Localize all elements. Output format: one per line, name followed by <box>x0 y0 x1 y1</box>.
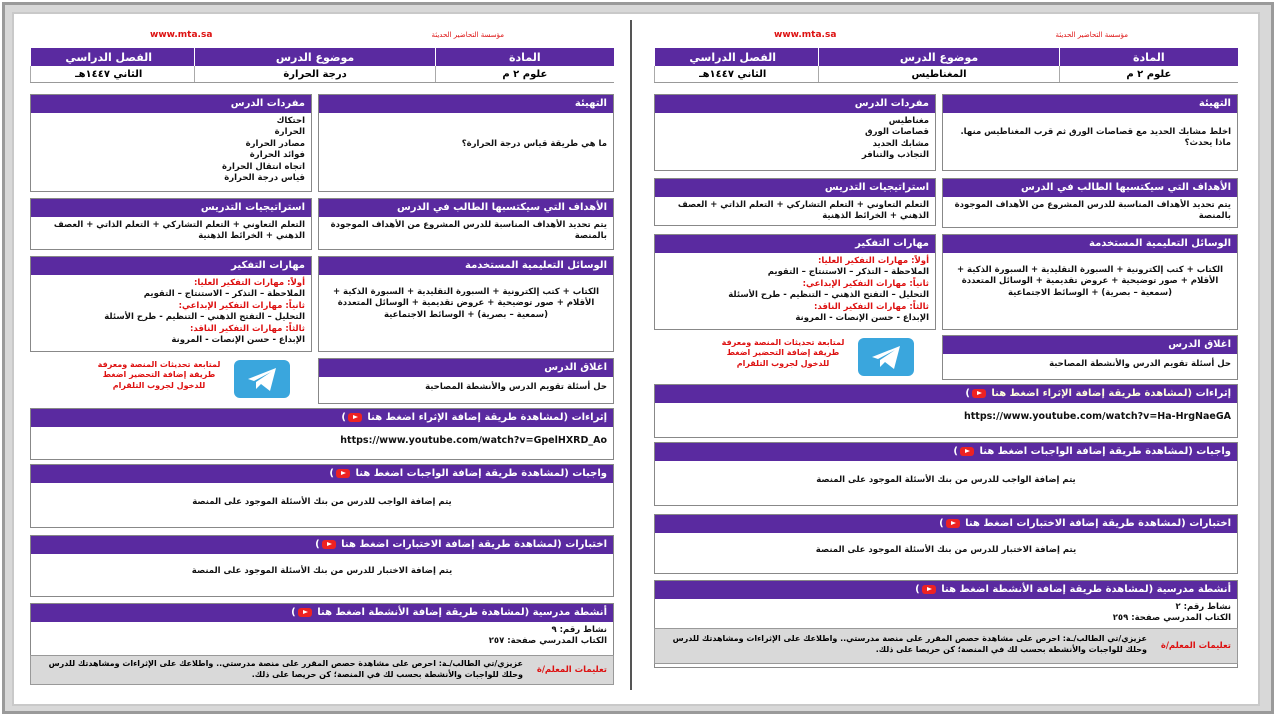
tools-box <box>942 234 1238 330</box>
tests-text: يتم إضافة الاختبار للدرس من بنك الأسئلة الموجود على المنصة <box>815 545 1077 555</box>
vocab-item: مصادر الحرارة <box>245 138 305 149</box>
closing-title: اغلاق الدرس <box>319 359 613 377</box>
subject-header: المادة <box>1059 48 1238 66</box>
enrich-box <box>654 384 1238 438</box>
strategies-text: التعلم التعاوني + التعلم التشاركي + التعلم الذاتي + العصف الذهني + الخرائط الذهنية <box>677 200 929 222</box>
thinking-heading: ثانياً: مهارات التفكير الإبداعي: <box>802 278 929 289</box>
goals-title: الأهداف التي سيكتسبها الطالب في الدرس <box>943 179 1237 197</box>
teacher-instructions-text: عزيزي/تي الطالب/ـة: احرص على مشاهدة حصص المقرر على منصة مدرستي.. واطلاعك على الإثراءات ومشاهدتك للدرس وحلك للواجبات والأنشطة بحسب لك في المنصة؛ كن حريصا على ذلك. <box>48 659 523 680</box>
tests-howto-link[interactable]: (لمشاهدة طريقة إضافة الاختبارات اضغط هنا <box>965 518 1186 529</box>
thinking-heading: ثالثاً: مهارات التفكير الناقد: <box>190 323 305 334</box>
activities-title: أنشطة مدرسية (لمشاهدة طريقة إضافة الأنشطة اضغط هنا ) <box>655 581 1237 599</box>
teacher-instructions <box>654 628 1238 664</box>
enrich-url[interactable]: https://www.youtube.com/watch?v=Ha-HrgNaeGA <box>963 411 1231 422</box>
tests-box <box>654 514 1238 574</box>
teacher-instructions-label: تعليمات المعلم/ة <box>1160 641 1231 651</box>
telegram-text[interactable]: لمتابعة تحديثات المنصة ومعرفة طريقة إضافة التحضير اضغط للدخول لجروب التلقرام <box>97 360 221 390</box>
warmup-box <box>942 94 1238 171</box>
vocab-title: مفردات الدرس <box>655 95 935 113</box>
subject-value: علوم ٢ م <box>1059 66 1238 82</box>
vocab-title: مفردات الدرس <box>31 95 311 113</box>
closing-text: حل أسئلة تقويم الدرس والأنشطة المصاحبة <box>1049 359 1231 369</box>
closing-box <box>318 358 614 404</box>
telegram-text[interactable]: لمتابعة تحديثات المنصة ومعرفة طريقة إضافة التحضير اضغط للدخول لجروب التلقرام <box>721 338 845 368</box>
homework-howto-link[interactable]: (لمشاهدة طريقة إضافة الواجبات اضغط هنا <box>979 446 1193 457</box>
topic-value: المغناطيس <box>818 66 1058 82</box>
enrich-title: إثراءات (لمشاهدة طريقة إضافة الإثراء اضغط هنا ) <box>655 385 1237 403</box>
homework-label: واجبات <box>1196 446 1231 457</box>
telegram-icon[interactable] <box>234 360 290 398</box>
tools-text: الكتاب + كتب إلكترونية + السبورة التقليدية + السبورة الذكية + الأقلام + صور توضيحية + عروض تقديمية + الوسائل المتعددة (سمعية – بصرية) + الوسائط الاجتماعية <box>956 265 1224 298</box>
enrich-howto-link[interactable]: (لمشاهدة طريقة إضافة الإثراء اضغط هنا <box>991 388 1193 399</box>
warmup-text: ما هي طريقة قياس درجة الحرارة؟ <box>461 139 607 149</box>
thinking-skills: التحليل – التفتح الذهني – التنظيم - طرح الأسئلة <box>104 312 305 323</box>
org-name: مؤسسة التحاضير الحديثة <box>1055 31 1128 39</box>
homework-title: واجبات (لمشاهدة طريقة إضافة الواجبات اضغط هنا ) <box>655 443 1237 461</box>
tests-box <box>30 535 614 597</box>
strategies-box <box>30 198 312 250</box>
topic-header: موضوع الدرس <box>818 48 1058 66</box>
homework-title: واجبات (لمشاهدة طريقة إضافة الواجبات اضغط هنا ) <box>31 465 613 483</box>
subject-header: المادة <box>435 48 614 66</box>
thinking-heading: ثالثاً: مهارات التفكير الناقد: <box>814 301 929 312</box>
youtube-icon[interactable] <box>336 469 350 478</box>
header-bar <box>654 48 1238 66</box>
term-value: الثاني ١٤٤٧هـ <box>30 66 194 82</box>
thinking-heading: ثانياً: مهارات التفكير الإبداعي: <box>178 300 305 311</box>
closing-box <box>942 335 1238 380</box>
thinking-content <box>655 253 935 328</box>
activities-howto-link[interactable]: (لمشاهدة طريقة إضافة الأنشطة اضغط هنا <box>317 607 530 618</box>
closing-text: حل أسئلة تقويم الدرس والأنشطة المصاحبة <box>425 382 607 392</box>
warmup-title: التهيئة <box>943 95 1237 113</box>
enrich-howto-link[interactable]: (لمشاهدة طريقة إضافة الإثراء اضغط هنا <box>367 412 569 423</box>
header-values <box>654 66 1238 83</box>
youtube-icon[interactable] <box>972 389 986 398</box>
thinking-skills: التحليل – التفتح الذهني – التنظيم - طرح الأسئلة <box>728 290 929 301</box>
tools-box <box>318 256 614 352</box>
teacher-instructions-text: عزيزي/تي الطالب/ـة: احرص على مشاهدة حصص المقرر على منصة مدرستي.. واطلاعك على الإثراءات ومشاهدتك للدرس وحلك للواجبات والأنشطة بحسب لك في المنصة؛ كن حريصا على ذلك. <box>672 634 1147 655</box>
homework-text: يتم إضافة الواجب للدرس من بنك الأسئلة الموجود على المنصة <box>816 475 1076 485</box>
vocab-item: قصاصات الورق <box>865 127 929 138</box>
term-header: الفصل الدراسي <box>30 48 194 66</box>
tools-title: الوسائل التعليمية المستخدمة <box>319 257 613 275</box>
vocab-item: قياس درجة الحرارة <box>224 173 305 184</box>
activities-content <box>655 599 1237 628</box>
youtube-icon[interactable] <box>946 519 960 528</box>
goals-box <box>318 198 614 250</box>
strategies-title: استراتيجيات التدريس <box>31 199 311 217</box>
vocab-item: اتجاه انتقال الحرارة <box>222 161 305 172</box>
vocab-list <box>31 113 311 188</box>
homework-text: يتم إضافة الواجب للدرس من بنك الأسئلة الموجود على المنصة <box>192 497 452 507</box>
tools-text: الكتاب + كتب إلكترونية + السبورة التقليدية + السبورة الذكية + الأقلام + صور توضيحية + عروض تقديمية + الوسائل المتعددة (سمعية – بصرية) + الوسائط الاجتماعية <box>332 287 600 320</box>
vocab-item: التجاذب والتنافر <box>861 150 929 161</box>
goals-text: يتم تحديد الأهداف المناسبة للدرس المشروع من الأهداف الموجودة بالمنصة <box>330 220 607 242</box>
strategies-title: استراتيجيات التدريس <box>655 179 935 197</box>
vocab-item: مغناطيس <box>888 116 929 126</box>
term-value: الثاني ١٤٤٧هـ <box>654 66 818 82</box>
site-link[interactable]: www.mta.sa <box>774 30 837 40</box>
youtube-icon[interactable] <box>298 608 312 617</box>
homework-label: واجبات <box>572 468 607 479</box>
activities-content <box>31 622 613 651</box>
tests-label: اختبارات <box>1189 518 1231 529</box>
thinking-box <box>30 256 312 352</box>
activities-title: أنشطة مدرسية (لمشاهدة طريقة إضافة الأنشطة اضغط هنا ) <box>31 604 613 622</box>
term-header: الفصل الدراسي <box>654 48 818 66</box>
activities-label: أنشطة مدرسية <box>1156 584 1231 595</box>
activity-number: نشاط رقم: ٢ <box>1175 602 1231 612</box>
vocab-item: فوائد الحرارة <box>249 150 305 161</box>
thinking-box <box>654 234 936 330</box>
youtube-icon[interactable] <box>348 413 362 422</box>
homework-howto-link[interactable]: (لمشاهدة طريقة إضافة الواجبات اضغط هنا <box>355 468 569 479</box>
tools-title: الوسائل التعليمية المستخدمة <box>943 235 1237 253</box>
vocab-box <box>654 94 936 171</box>
goals-box <box>942 178 1238 228</box>
strategies-box <box>654 178 936 226</box>
thinking-title: مهارات التفكير <box>655 235 935 253</box>
vocab-item: الحرارة <box>274 127 305 138</box>
org-name: مؤسسة التحاضير الحديثة <box>431 31 504 39</box>
header-values <box>30 66 614 83</box>
page-divider <box>630 20 632 690</box>
tests-label: اختبارات <box>565 539 607 550</box>
thinking-content <box>31 275 311 350</box>
goals-title: الأهداف التي سيكتسبها الطالب في الدرس <box>319 199 613 217</box>
youtube-icon[interactable] <box>960 447 974 456</box>
vocab-item: احتكاك <box>276 116 305 126</box>
lesson-page-magnets <box>654 28 1238 692</box>
enrich-url[interactable]: https://www.youtube.com/watch?v=GpelHXRD_Ao <box>340 435 607 446</box>
tests-title: اختبارات (لمشاهدة طريقة إضافة الاختبارات اضغط هنا ) <box>31 536 613 554</box>
closing-title: اغلاق الدرس <box>943 336 1237 354</box>
strategies-text: التعلم التعاوني + التعلم التشاركي + التعلم الذاتي + العصف الذهني + الخرائط الذهنية <box>53 220 305 242</box>
header-bar <box>30 48 614 66</box>
activity-page: الكتاب المدرسي صفحة: ٢٥٧ <box>488 636 607 647</box>
tests-howto-link[interactable]: (لمشاهدة طريقة إضافة الاختبارات اضغط هنا <box>341 539 562 550</box>
activity-page: الكتاب المدرسي صفحة: ٢٥٩ <box>1112 613 1231 624</box>
enrich-label: إثراءات <box>571 412 607 423</box>
teacher-instructions-label: تعليمات المعلم/ة <box>536 665 607 675</box>
site-link[interactable]: www.mta.sa <box>150 30 213 40</box>
vocab-list <box>655 113 935 165</box>
teacher-instructions <box>30 655 614 685</box>
thinking-skills: الملاحظة – التذكر – الاستنتاج – التقويم <box>143 289 305 300</box>
enrich-label: إثراءات <box>1195 388 1231 399</box>
homework-box <box>30 464 614 528</box>
lesson-page-temperature <box>30 28 614 692</box>
warmup-text: اخلط مشابك الحديد مع قصاصات الورق ثم قرب المغناطيس منها. ماذا يحدث؟ <box>960 127 1231 149</box>
telegram-icon[interactable] <box>858 338 914 376</box>
activity-number: نشاط رقم: ٩ <box>551 625 607 635</box>
tests-title: اختبارات (لمشاهدة طريقة إضافة الاختبارات اضغط هنا ) <box>655 515 1237 533</box>
activities-label: أنشطة مدرسية <box>532 607 607 618</box>
topic-header: موضوع الدرس <box>194 48 434 66</box>
topic-value: درجة الحرارة <box>194 66 434 82</box>
vocab-item: مشابك الحديد <box>872 138 929 149</box>
thinking-skills: الإبداع - حسن الإنصات - المرونة <box>171 335 305 346</box>
warmup-title: التهيئة <box>319 95 613 113</box>
enrich-title: إثراءات (لمشاهدة طريقة إضافة الإثراء اضغط هنا ) <box>31 409 613 427</box>
thinking-heading: أولاً: مهارات التفكير العليا: <box>193 278 305 288</box>
subject-value: علوم ٢ م <box>435 66 614 82</box>
youtube-icon[interactable] <box>922 585 936 594</box>
activities-howto-link[interactable]: (لمشاهدة طريقة إضافة الأنشطة اضغط هنا <box>941 584 1154 595</box>
thinking-title: مهارات التفكير <box>31 257 311 275</box>
vocab-box <box>30 94 312 192</box>
tests-text: يتم إضافة الاختبار للدرس من بنك الأسئلة الموجود على المنصة <box>191 566 453 576</box>
thinking-heading: أولاً: مهارات التفكير العليا: <box>817 256 929 266</box>
thinking-skills: الملاحظة – التذكر – الاستنتاج – التقويم <box>767 267 929 278</box>
enrich-box <box>30 408 614 460</box>
goals-text: يتم تحديد الأهداف المناسبة للدرس المشروع من الأهداف الموجودة بالمنصة <box>954 200 1231 222</box>
homework-box <box>654 442 1238 506</box>
youtube-icon[interactable] <box>322 540 336 549</box>
thinking-skills: الإبداع - حسن الإنصات - المرونة <box>795 313 929 324</box>
warmup-box <box>318 94 614 192</box>
